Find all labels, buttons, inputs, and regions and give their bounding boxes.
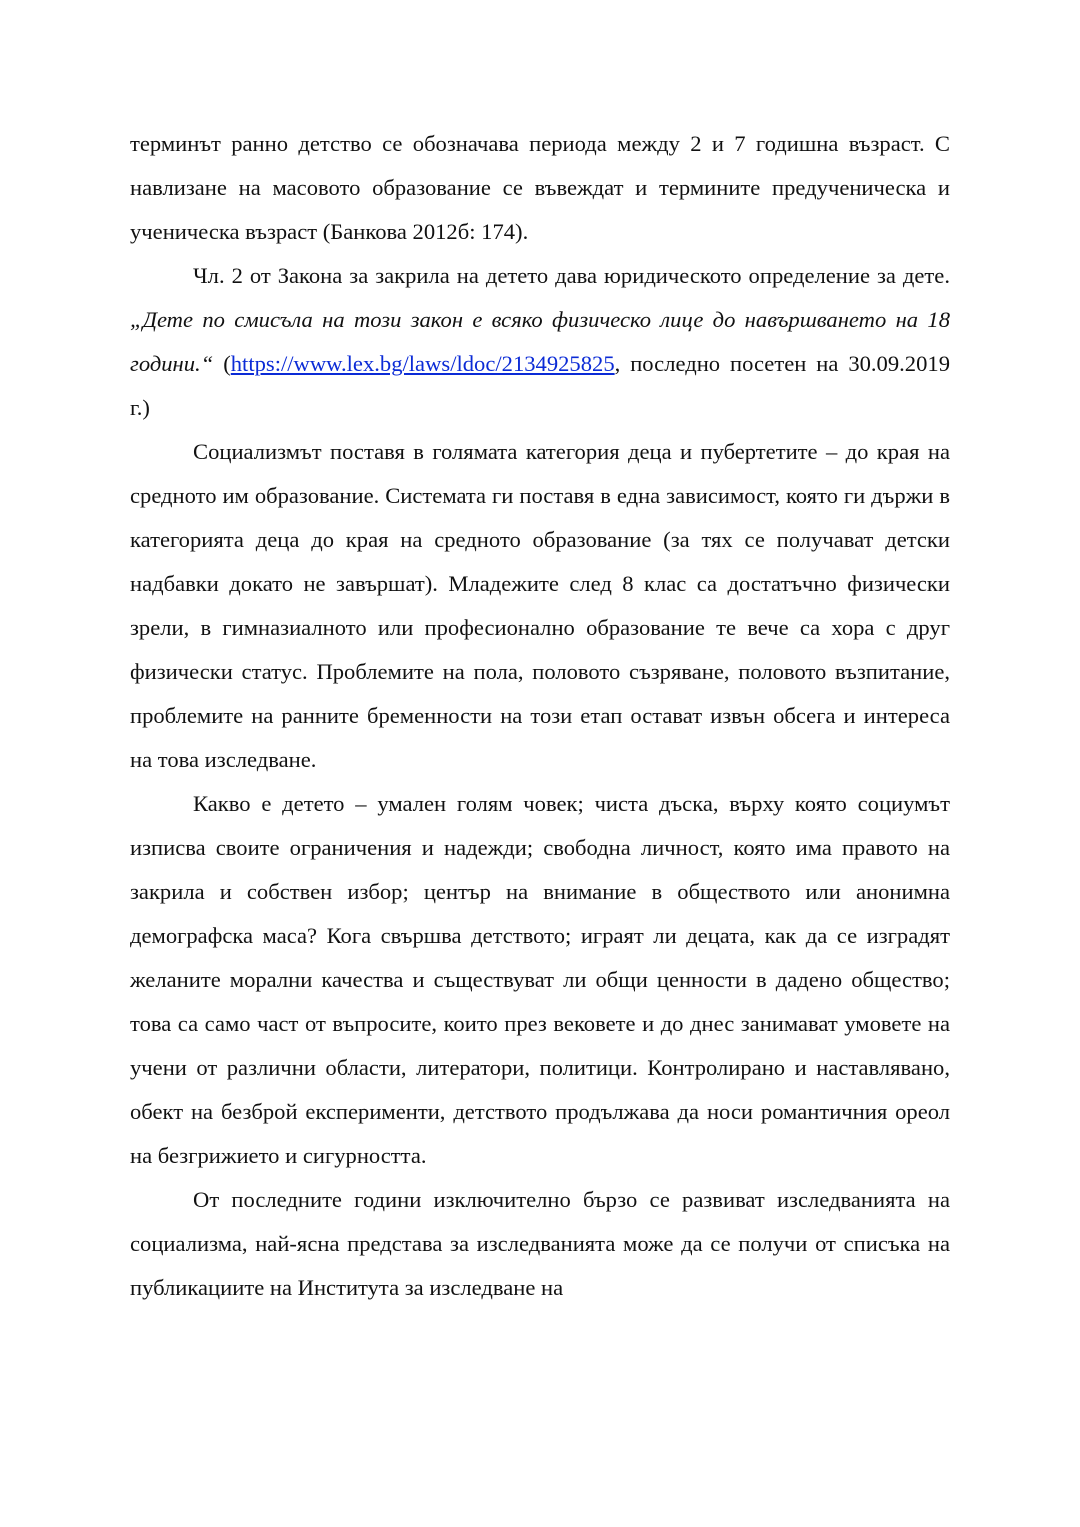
citation-accessed-date: , последно посетен на 30.09.2019 г.) — [130, 351, 950, 420]
law-quote: „Дете по смисъла на този закон е всяко физическо лице до навършването на 18 години.“ — [130, 307, 950, 376]
paragraph-legal-definition — [130, 254, 950, 430]
citation-open-paren: ( — [213, 351, 231, 376]
paragraph-legal-definition-intro: Чл. 2 от Закона за закрила на детето дава юридическото определение за дете. — [193, 263, 950, 288]
paragraph-socialism-children: Социализмът поставя в голямата категория деца и пубертетите – до края на средното им образование. Системата ги поставя в една зависимост, която ги държи в категорията деца до края на средното образование (за тях се получават детски надбавки докато не завършат). Младежите след 8 клас са достатъчно физически зрели, в гимназиалното или професионално образование те вече са хора с друг физически статус. Проблемите на пола, половото съзряване, половото възпитание, проблемите на ранните бременности на този етап остават извън обсега и интереса на това изследване. — [130, 439, 950, 772]
document-page — [130, 122, 950, 1310]
lex-bg-link[interactable]: https://www.lex.bg/laws/ldoc/2134925825 — [230, 351, 615, 376]
paragraph-what-is-child: Какво е детето – умален голям човек; чиста дъска, върху която социумът изписва своите ограничения и надежди; свободна личност, която има правото на закрила и собствен избор; център на внимание в обществото или анонимна демографска маса? Кога свършва детството; играят ли децата, как да се изградят желаните морални качества и съществуват ли общи ценности в дадено общество; това са само част от въпросите, които през вековете и до днес занимават умовете на учени от различни области, литератори, политици. Контролирано и наставлявано, обект на безброй експерименти, детството продължава да носи романтичния ореол на безгрижието и сигурността. — [130, 791, 950, 1168]
paragraph-recent-research: От последните години изключително бързо се развиват изследванията на социализма, най-ясна представа за изследванията може да се получи от списъка на публикациите на Института за изследване на — [130, 1187, 950, 1300]
paragraph-continuation: терминът ранно детство се обозначава периода между 2 и 7 годишна възраст. С навлизане на масовото образование се въвеждат и термините предученическа и ученическа възраст (Банкова 2012б: 174). — [130, 131, 950, 244]
